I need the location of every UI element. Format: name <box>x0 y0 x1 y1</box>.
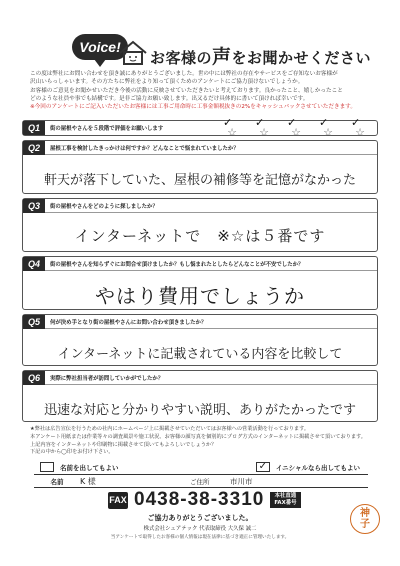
house-icon <box>118 40 148 66</box>
intro-text: この度は弊社にお問い合わせを頂き誠にありがとうございました。世の中には弊社の存在やサービスをご存知ないお客様が 沢山いらっしゃいます。その方たちに弊社をより知って頂くためのアンケートにご協力頂けないでしょうか。 お客様のご意見をお聞かせいただき今後の活動に反映させていただきたいと考えております。良かったこと、嬉しかったこと どのような社員や事でも結構です。是非ご協力お願い致します。出又るだけ具体的に書いて頂ければ幸いです。 ※今回のアンケートにご記入いただいたお客様には工事ご用命時に工事金額税抜きの2%をキャッシュバックさせていただきます。 <box>30 71 356 111</box>
check-icon: ✓ <box>351 116 361 129</box>
star-icon: ☆ <box>355 126 365 139</box>
fax-icon: FAX <box>108 492 128 509</box>
answer-2: 軒天が落下していた、屋根の補修等を記憶がなかった <box>43 173 356 188</box>
page-title: お客様の声をお聞かせください <box>150 46 372 68</box>
company-name: 株式会社シェアテック 代表取締役 大久保 誠二 <box>143 526 257 532</box>
rating-star-3[interactable] <box>287 116 303 139</box>
address-label: ご住所 <box>190 477 210 486</box>
question-3: Q3 街の屋根やさんをどのように探しましたか？ インターネットで ※☆は５番です <box>22 198 378 252</box>
check-icon: ✓ <box>255 116 265 129</box>
rating-star-2[interactable] <box>255 116 271 139</box>
check-icon: ✓ <box>287 116 297 129</box>
consent-initial-checkbox[interactable]: ✓ <box>256 462 270 472</box>
publication-note: ★弊社は広告宣伝を行うための社内にホームページ上に掲載させていただいてはお客様への営業活動を行っております。 本アンケート用紙または作業等々の調査風景や施工状況、お客様の顔写真を個別的にプログ方式のインターネットに掲載させて頂いております。 上記内容をインターネットや印刷物に掲載させて頂いてもよろしいでしょうか？ 下記の中から◯印をお付け下さい。 <box>30 426 366 456</box>
answer-5: インターネットに記載されている内容を比較して <box>57 347 343 362</box>
name-label: 名前 <box>50 477 64 486</box>
fax-contact <box>108 489 301 511</box>
rating-star-5[interactable] <box>351 116 367 139</box>
question-4: Q4 街の屋根やさんを知らずぐにお問合せ頂けましたか？もし悩まれたとしたらどんなことが不安でしたか？ やはり費用でしょうか <box>22 256 378 310</box>
name-seal: 神 子 <box>350 504 380 534</box>
fax-number: 0438-38-3310 <box>134 489 265 510</box>
answer-4: やはり費用でしょうか <box>95 284 305 308</box>
name-value: K 様 <box>80 476 96 486</box>
answer-6: 迅速な対応と分かりやすい説明、ありがたかったです <box>43 403 356 418</box>
privacy-disclaimer: 当アンケートで取得したお客様の個人情報は現在法律に基づき適正に管理いたします。 <box>110 535 290 540</box>
consent-options <box>40 460 360 474</box>
consent-initial-option[interactable]: ✓ イニシャルなら出してもよい <box>256 460 360 474</box>
star-icon: ☆ <box>323 126 333 139</box>
star-icon: ☆ <box>259 126 269 139</box>
consent-name-option[interactable]: 名前を出してもよい <box>40 460 119 474</box>
check-icon: ✓ <box>223 116 233 129</box>
answer-3: インターネットで ※☆は５番です <box>74 227 326 245</box>
question-1: Q1 街の屋根やさんを５段階で評価をお願いします ☆ ✓ ☆ ✓ ☆ ✓ ☆ ✓ ☆ ✓ <box>22 120 378 136</box>
rating-star-4[interactable] <box>319 116 335 139</box>
check-icon: ✓ <box>319 116 329 129</box>
consent-name-checkbox[interactable] <box>40 462 54 472</box>
thanks-text: ご協力ありがとうございました。 <box>147 514 253 522</box>
fax-label: 本社直通 FAX番号 <box>270 492 300 508</box>
voice-badge: Voice! <box>72 34 128 60</box>
address-value: 市川市 <box>230 476 253 486</box>
star-icon: ☆ <box>227 126 237 139</box>
customer-info <box>34 474 368 488</box>
rating-star-1[interactable] <box>223 116 239 139</box>
rating-stars <box>223 116 367 139</box>
question-2: Q2 屋根工事を検討したきっかけは何ですか？どんなことで悩まれていましたか？ 軒天が落下していた、屋根の補修等を記憶がなかった <box>22 140 378 194</box>
question-6: Q6 実際に弊社担当者が訪問していかがでしたか？ 迅速な対応と分かりやすい説明、ありがたかったです <box>22 370 378 422</box>
star-icon: ☆ <box>291 126 301 139</box>
question-5: Q5 何が決め手となり街の屋根やさんにお問い合わせ頂きましたか？ インターネットに記載されている内容を比較して <box>22 314 378 366</box>
